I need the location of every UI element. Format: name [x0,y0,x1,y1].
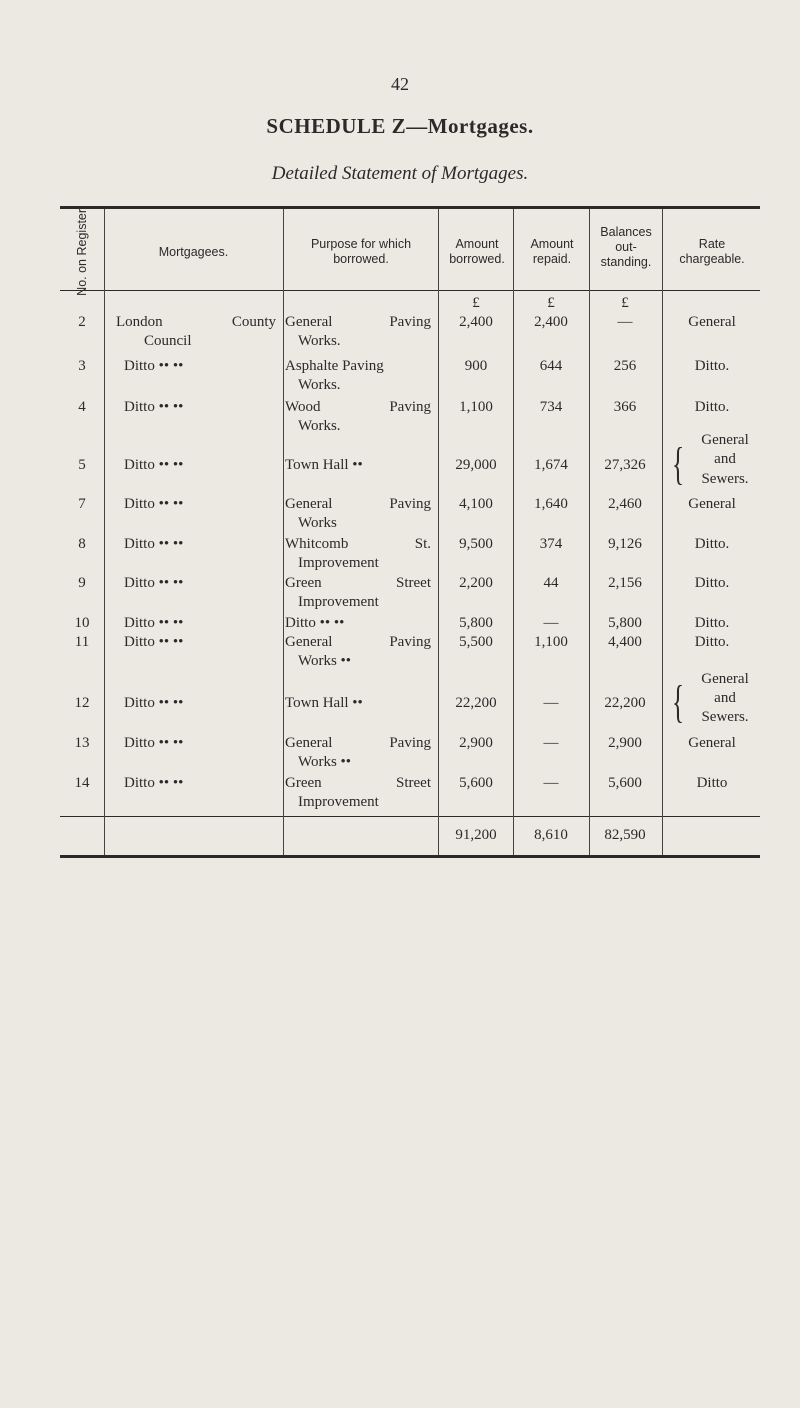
amount-borrowed: 4,100 [459,496,493,512]
rate-chargeable: Ditto. [694,634,730,650]
balance-outstanding: — [617,314,633,330]
mortgagee-cell: Ditto •• •• [124,358,184,374]
amount-repaid: — [543,735,559,751]
table-top-rule [60,206,760,209]
purpose-line2: Works. [298,377,341,393]
purpose-line2: Improvement [298,555,379,571]
register-number: 13 [74,735,90,751]
purpose-text: Wood [285,399,321,415]
mortgagee-text: County [231,314,276,330]
amount-borrowed: 5,500 [459,634,493,650]
amount-repaid: 374 [539,536,563,552]
header-amount-repaid: Amount repaid. [530,237,574,266]
amount-borrowed: 5,800 [459,615,493,631]
purpose-line2: Works •• [298,653,352,669]
purpose-cell [285,734,431,753]
amount-repaid: — [543,615,559,631]
rate-chargeable: Ditto. [694,358,730,374]
mortgagee-line2: Council [144,333,192,349]
purpose-text: Street [396,575,431,591]
purpose-line2: Improvement [298,794,379,810]
balance-outstanding: 2,460 [608,496,642,512]
amount-borrowed: 900 [464,358,488,374]
purpose-text: Green [285,775,322,791]
brace-icon: { [672,438,685,489]
purpose-text: Paving [389,399,431,415]
rate-chargeable-line: and [714,451,736,467]
column-divider [662,209,663,855]
balance-outstanding: 2,156 [608,575,642,591]
register-number: 2 [78,314,86,330]
rate-chargeable: Ditto. [694,575,730,591]
purpose-text: General [285,496,333,512]
header-mortgagees: Mortgagees. [158,245,229,259]
header-amount-borrowed: Amount borrowed. [449,237,505,266]
total-borrowed: 91,200 [455,827,497,843]
amount-borrowed: 5,600 [459,775,493,791]
rate-chargeable: Ditto. [694,615,730,631]
register-number: 4 [78,399,86,415]
table-bottom-rule [60,855,760,858]
mortgagee-cell: Ditto •• •• [124,634,184,650]
total-balance: 82,590 [604,827,646,843]
rate-chargeable: Ditto. [694,536,730,552]
purpose-line2: Works [298,515,337,531]
purpose-text: Paving [389,314,431,330]
mortgagee-cell: Ditto •• •• [124,575,184,591]
purpose-cell [285,398,431,417]
mortgagee-cell: Ditto •• •• [124,735,184,751]
total-repaid: 8,610 [534,827,568,843]
amount-borrowed: 1,100 [459,399,493,415]
purpose-cell [285,633,431,652]
header-bottom-rule [60,290,760,291]
register-number: 8 [78,536,86,552]
mortgagee-text: London [116,314,163,330]
mortgagee-cell: Ditto •• •• [124,615,184,631]
purpose-line2: Works •• [298,754,352,770]
purpose-cell [285,535,431,554]
rate-chargeable: General [688,314,736,330]
balance-outstanding: 4,400 [608,634,642,650]
amount-repaid: — [543,695,559,711]
rate-chargeable-line: Sewers. [701,709,749,725]
register-number: 10 [74,615,90,631]
purpose-text: Whitcomb [285,536,349,552]
purpose-cell: Ditto •• •• [285,615,345,631]
header-no-on-register: No. on Register. [75,206,89,296]
amount-borrowed: 22,200 [455,695,497,711]
mortgagee-cell: Ditto •• •• [124,496,184,512]
purpose-cell [285,495,431,514]
totals-top-rule [60,816,760,817]
mortgagee-cell: Ditto •• •• [124,399,184,415]
page-subtitle: Detailed Statement of Mortgages. [271,163,529,184]
mortgagee-cell: Ditto •• •• [124,536,184,552]
brace-icon: { [672,676,685,727]
rate-chargeable-line: General [701,432,749,448]
purpose-cell [285,774,431,793]
currency-symbol: £ [621,295,629,311]
amount-borrowed: 2,400 [459,314,493,330]
rate-chargeable-line: and [714,690,736,706]
purpose-line2: Works. [298,333,341,349]
amount-borrowed: 29,000 [455,457,497,473]
header-balances-outstanding: Balances out- standing. [600,225,652,269]
purpose-cell: Town Hall •• [285,457,363,473]
purpose-cell [285,574,431,593]
amount-repaid: 1,100 [534,634,568,650]
page-number: 42 [391,74,409,94]
register-number: 11 [74,634,90,650]
register-number: 7 [78,496,86,512]
amount-borrowed: 2,200 [459,575,493,591]
purpose-text: St. [414,536,431,552]
rate-chargeable: Ditto [696,775,728,791]
balance-outstanding: 256 [613,358,637,374]
amount-repaid: 734 [539,399,563,415]
amount-repaid: 1,640 [534,496,568,512]
purpose-line2: Works. [298,418,341,434]
rate-chargeable-line: Sewers. [701,471,749,487]
register-number: 12 [74,695,90,711]
purpose-text: General [285,735,333,751]
mortgagee-cell: Ditto •• •• [124,457,184,473]
register-number: 9 [78,575,86,591]
header-purpose: Purpose for which borrowed. [310,237,412,266]
register-number: 5 [78,457,86,473]
amount-repaid: 2,400 [534,314,568,330]
balance-outstanding: 5,600 [608,775,642,791]
column-divider [283,209,284,855]
amount-repaid: 644 [539,358,563,374]
mortgagee-cell: Ditto •• •• [124,695,184,711]
register-number: 14 [74,775,90,791]
header-rate-chargeable: Rate chargeable. [679,237,745,266]
purpose-text: Paving [389,735,431,751]
purpose-cell: Asphalte Paving [285,358,384,374]
balance-outstanding: 5,800 [608,615,642,631]
purpose-line2: Improvement [298,594,379,610]
page-title: SCHEDULE Z—Mortgages. [266,114,534,138]
amount-repaid: — [543,775,559,791]
purpose-text: General [285,634,333,650]
balance-outstanding: 22,200 [604,695,646,711]
purpose-text: Paving [389,496,431,512]
amount-repaid: 1,674 [534,457,568,473]
amount-borrowed: 2,900 [459,735,493,751]
balance-outstanding: 27,326 [604,457,646,473]
rate-chargeable: General [688,735,736,751]
purpose-text: Green [285,575,322,591]
amount-repaid: 44 [543,575,559,591]
purpose-cell: Town Hall •• [285,695,363,711]
rate-chargeable: Ditto. [694,399,730,415]
purpose-text: Paving [389,634,431,650]
rate-chargeable-line: General [701,671,749,687]
column-divider [104,209,105,855]
purpose-cell [285,313,431,332]
currency-symbol: £ [472,295,480,311]
rate-chargeable: General [688,496,736,512]
mortgagee-cell: Ditto •• •• [124,775,184,791]
balance-outstanding: 9,126 [608,536,642,552]
purpose-text: General [285,314,333,330]
balance-outstanding: 366 [613,399,637,415]
amount-borrowed: 9,500 [459,536,493,552]
mortgagee-cell [116,313,276,332]
purpose-text: Street [396,775,431,791]
register-number: 3 [78,358,86,374]
currency-symbol: £ [547,295,555,311]
balance-outstanding: 2,900 [608,735,642,751]
